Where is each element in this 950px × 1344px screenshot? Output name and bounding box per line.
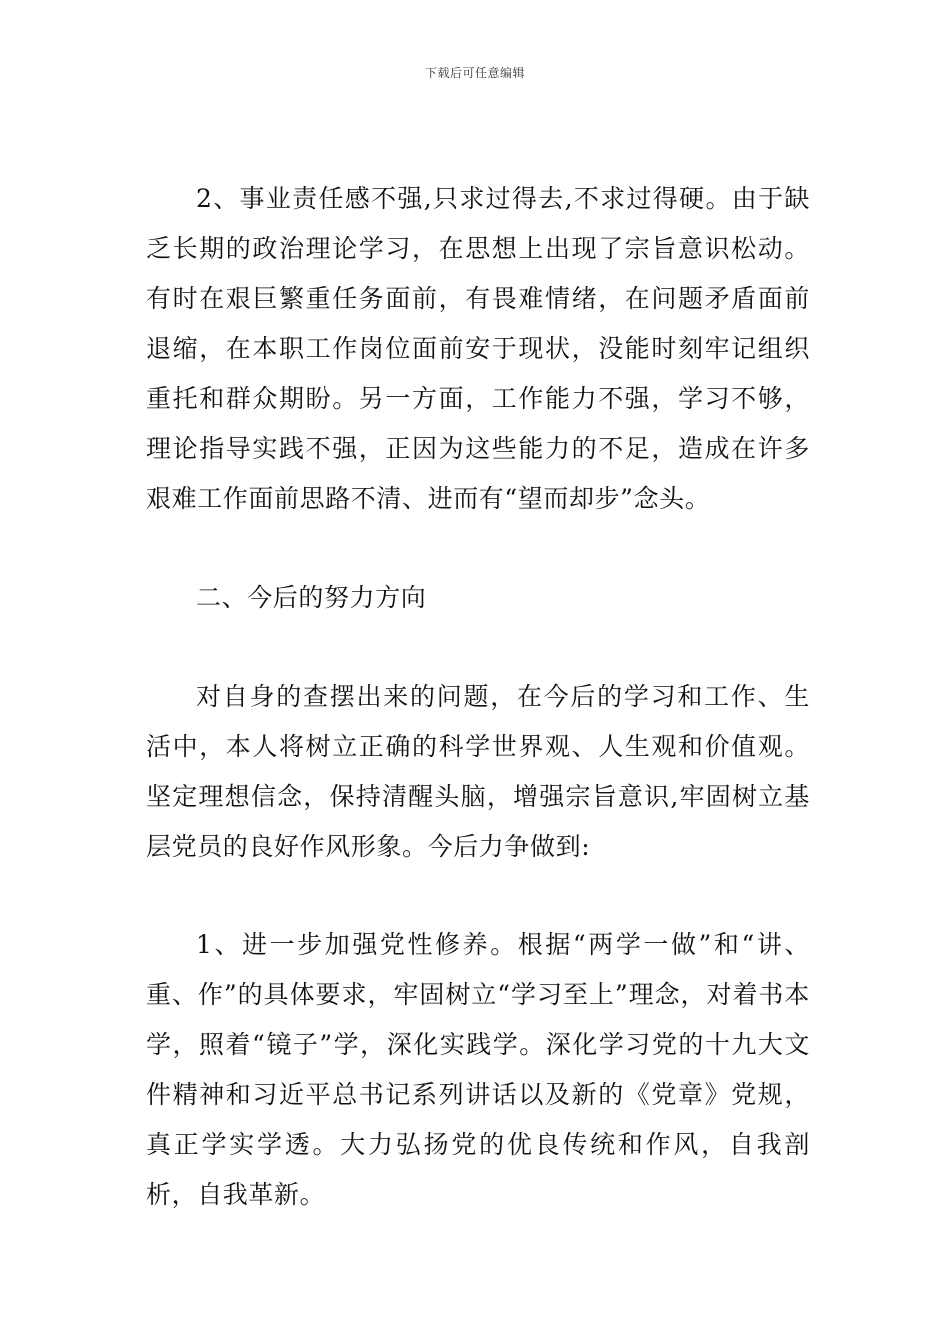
header-note: 下载后可任意编辑: [424, 66, 525, 80]
section-heading: 二、今后的努力方向: [196, 583, 427, 612]
paragraph-party-cultivation: 1、进一步加强党性修养。根据“两学一做”和“讲、重、作”的具体要求，牢固树立“学习至上”理念，对着书本学，照着“镜子”学，深化实践学。深化学习党的十九大文件精神和习近平总书记系列讲话以及新的《党章》党规，真正学实学透。大力弘扬党的优良传统和作风，自我剖析，自我革新。: [146, 930, 810, 1209]
paragraph-self-examination: 对自身的查摆出来的问题，在今后的学习和工作、生活中，本人将树立正确的科学世界观、人生观和价值观。坚定理想信念，保持清醒头脑，增强宗旨意识,牢固树立基层党员的良好作风形象。今后力争做到:: [146, 682, 810, 861]
paragraph-responsibility: 2、事业责任感不强,只求过得去,不求过得硬。由于缺乏长期的政治理论学习，在思想上出现了宗旨意识松动。有时在艰巨繁重任务面前，有畏难情绪，在问题矛盾面前退缩，在本职工作岗位面前安于现状，没能时刻牢记组织重托和群众期盼。另一方面，工作能力不强，学习不够，理论指导实践不强，正因为这些能力的不足，造成在许多艰难工作面前思路不清、进而有“望而却步”念头。: [146, 184, 810, 513]
